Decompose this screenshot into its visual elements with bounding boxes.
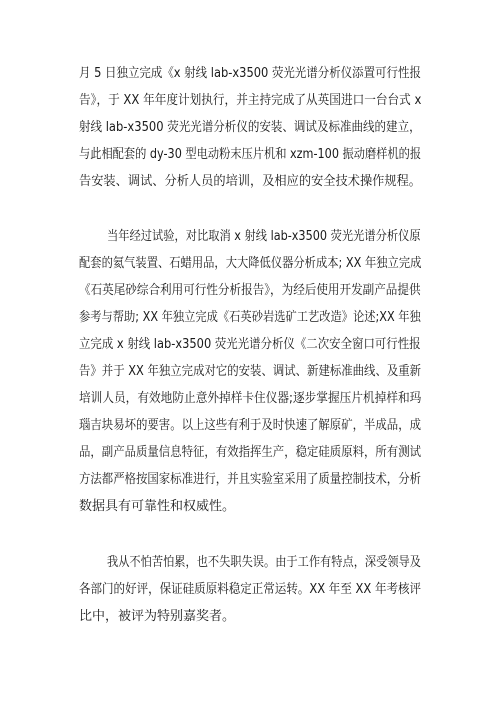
- text-line: 《石英尾砂综合利用可行性分析报告》，为经后使用开发副产品提供: [79, 283, 421, 298]
- text-line: 月 5 日独立完成《x 射线 lab-x3500 荧光光谱分析仪添置可行性报: [79, 66, 421, 81]
- text-line: 瑙吉块易坏的要害。以上这些有利于及时快速了解原矿，半成品，成: [79, 418, 422, 433]
- text-line: 与此相配套的 dy-30 型电动粉末压片机和 xzm-100 振动磨样机的报: [79, 147, 422, 162]
- text-line: 告》，于 XX 年年度计划执行，并主持完成了从英国进口一台台式 x: [79, 93, 422, 108]
- text-line: 我从不怕苦怕累，也不失职失误。由于工作有特点，深受领导及: [107, 555, 421, 570]
- text-line: 比中，被评为特别嘉奖者。: [79, 609, 236, 624]
- text-line: 配套的氦气装置、石蜡用品，大大降低仪器分析成本; XX 年独立完成: [79, 256, 422, 271]
- text-line: 射线 lab-x3500 荧光光谱分析仪的安装、调试及标准曲线的建立，: [79, 120, 421, 135]
- text-line: 方法都严格按国家标准进行，并且实验室采用了质量控制技术，分析: [79, 472, 422, 487]
- text-line: 品，副产品质量信息特征，有效指挥生产，稳定硅质原料，所有测试: [79, 445, 422, 460]
- text-line: 立完成 x 射线 lab-x3500 荧光光谱分析仪《二次安全窗口可行性报: [79, 337, 421, 352]
- text-line: 参考与帮助; XX 年独立完成《石英砂岩选矿工艺改造》论述;XX 年独: [79, 310, 421, 325]
- text-line: 各部门的好评，保证硅质原料稳定正常运转。XX 年至 XX 年考核评: [79, 582, 422, 597]
- text-line: 当年经过试验，对比取消 x 射线 lab-x3500 荧光光谱分析仪原: [107, 229, 421, 244]
- text-line: 告》并于 XX 年独立完成对它的安装、调试、新建标准曲线、及重新: [79, 364, 422, 379]
- text-line: 告安装、调试、分析人员的培训，及相应的安全技术操作规程。: [79, 174, 422, 189]
- text-line: 数据具有可靠性和权威性。: [79, 499, 236, 514]
- text-line: 培训人员，有效地防止意外掉样卡住仪器;逐步掌握压片机掉样和玛: [79, 391, 422, 406]
